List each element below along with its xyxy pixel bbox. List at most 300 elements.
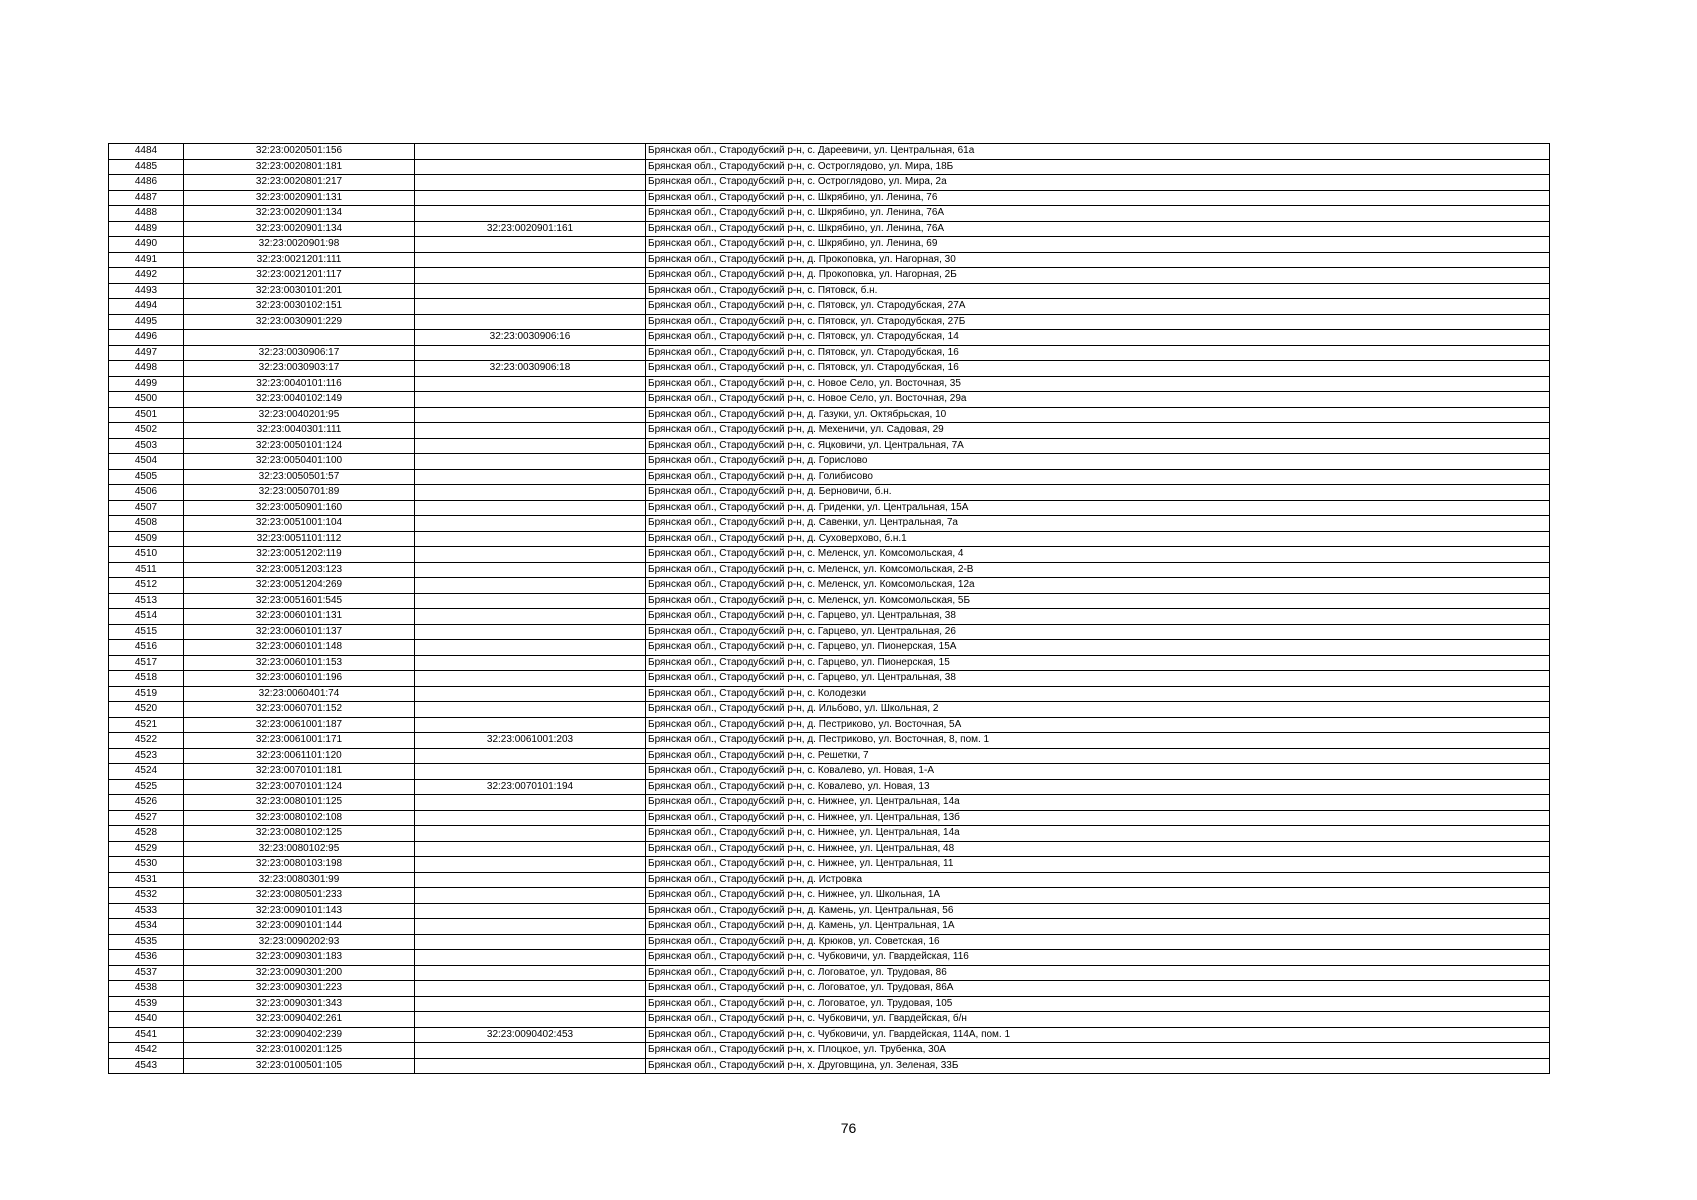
address-cell: Брянская обл., Стародубский р-н, с. Меленск, ул. Комсомольская, 5Б <box>646 593 1550 609</box>
row-number-cell: 4500 <box>109 392 184 408</box>
table-row <box>109 190 1550 206</box>
cadastral-number-cell: 32:23:0070101:181 <box>184 764 415 780</box>
row-number-cell: 4537 <box>109 965 184 981</box>
cadastral-number-cell: 32:23:0080301:99 <box>184 872 415 888</box>
table-row <box>109 919 1550 935</box>
address-cell: Брянская обл., Стародубский р-н, с. Чубковичи, ул. Гвардейская, б/н <box>646 1012 1550 1028</box>
cadastral-number-cell: 32:23:0040102:149 <box>184 392 415 408</box>
cadastral-number-cell: 32:23:0060101:153 <box>184 655 415 671</box>
cadastral-number-cell: 32:23:0051001:104 <box>184 516 415 532</box>
address-cell: Брянская обл., Стародубский р-н, с. Меленск, ул. Комсомольская, 4 <box>646 547 1550 563</box>
cadastral-number-cell: 32:23:0020901:131 <box>184 190 415 206</box>
row-number-cell: 4532 <box>109 888 184 904</box>
table-row <box>109 345 1550 361</box>
related-cadastral-number-cell <box>415 252 646 268</box>
table-row <box>109 531 1550 547</box>
related-cadastral-number-cell <box>415 826 646 842</box>
row-number-cell: 4496 <box>109 330 184 346</box>
related-cadastral-number-cell <box>415 764 646 780</box>
table-row <box>109 376 1550 392</box>
table-row <box>109 299 1550 315</box>
row-number-cell: 4489 <box>109 221 184 237</box>
related-cadastral-number-cell <box>415 640 646 656</box>
row-number-cell: 4498 <box>109 361 184 377</box>
cadastral-number-cell: 32:23:0050401:100 <box>184 454 415 470</box>
address-cell: Брянская обл., Стародубский р-н, с. Чубковичи, ул. Гвардейская, 116 <box>646 950 1550 966</box>
row-number-cell: 4538 <box>109 981 184 997</box>
table-row <box>109 965 1550 981</box>
row-number-cell: 4499 <box>109 376 184 392</box>
table-row <box>109 950 1550 966</box>
cadastral-number-cell: 32:23:0020801:181 <box>184 159 415 175</box>
cadastral-number-cell: 32:23:0080102:125 <box>184 826 415 842</box>
related-cadastral-number-cell <box>415 314 646 330</box>
row-number-cell: 4527 <box>109 810 184 826</box>
cadastral-number-cell: 32:23:0050901:160 <box>184 500 415 516</box>
related-cadastral-number-cell <box>415 857 646 873</box>
related-cadastral-number-cell <box>415 702 646 718</box>
table-row <box>109 609 1550 625</box>
page-number: 76 <box>840 1120 857 1136</box>
cadastral-number-cell: 32:23:0060401:74 <box>184 686 415 702</box>
related-cadastral-number-cell <box>415 624 646 640</box>
table-row <box>109 516 1550 532</box>
address-cell: Брянская обл., Стародубский р-н, д. Крюков, ул. Советская, 16 <box>646 934 1550 950</box>
cadastral-number-cell: 32:23:0100201:125 <box>184 1043 415 1059</box>
row-number-cell: 4484 <box>109 144 184 160</box>
row-number-cell: 4506 <box>109 485 184 501</box>
row-number-cell: 4529 <box>109 841 184 857</box>
related-cadastral-number-cell <box>415 1043 646 1059</box>
cadastral-number-cell: 32:23:0060101:137 <box>184 624 415 640</box>
row-number-cell: 4494 <box>109 299 184 315</box>
row-number-cell: 4540 <box>109 1012 184 1028</box>
table-row <box>109 175 1550 191</box>
related-cadastral-number-cell <box>415 996 646 1012</box>
row-number-cell: 4539 <box>109 996 184 1012</box>
row-number-cell: 4495 <box>109 314 184 330</box>
cadastral-number-cell: 32:23:0040201:95 <box>184 407 415 423</box>
registry-table <box>108 143 1550 1074</box>
table-row <box>109 407 1550 423</box>
related-cadastral-number-cell <box>415 392 646 408</box>
related-cadastral-number-cell <box>415 190 646 206</box>
registry-table-body <box>109 144 1550 1074</box>
related-cadastral-number-cell <box>415 500 646 516</box>
table-row <box>109 330 1550 346</box>
address-cell: Брянская обл., Стародубский р-н, с. Колодезки <box>646 686 1550 702</box>
table-row <box>109 640 1550 656</box>
cadastral-number-cell: 32:23:0020801:217 <box>184 175 415 191</box>
address-cell: Брянская обл., Стародубский р-н, х. Друговщина, ул. Зеленая, 33Б <box>646 1058 1550 1074</box>
cadastral-number-cell: 32:23:0080501:233 <box>184 888 415 904</box>
address-cell: Брянская обл., Стародубский р-н, д. Пестриково, ул. Восточная, 8, пом. 1 <box>646 733 1550 749</box>
cadastral-number-cell: 32:23:0021201:117 <box>184 268 415 284</box>
address-cell: Брянская обл., Стародубский р-н, с. Шкрябино, ул. Ленина, 69 <box>646 237 1550 253</box>
row-number-cell: 4518 <box>109 671 184 687</box>
table-row <box>109 826 1550 842</box>
address-cell: Брянская обл., Стародубский р-н, с. Пятовск, ул. Стародубская, 16 <box>646 345 1550 361</box>
address-cell: Брянская обл., Стародубский р-н, д. Прокоповка, ул. Нагорная, 30 <box>646 252 1550 268</box>
related-cadastral-number-cell <box>415 485 646 501</box>
cadastral-number-cell: 32:23:0051101:112 <box>184 531 415 547</box>
table-row <box>109 485 1550 501</box>
cadastral-number-cell: 32:23:0090101:143 <box>184 903 415 919</box>
row-number-cell: 4541 <box>109 1027 184 1043</box>
table-row <box>109 717 1550 733</box>
cadastral-number-cell: 32:23:0061001:171 <box>184 733 415 749</box>
address-cell: Брянская обл., Стародубский р-н, с. Гарцево, ул. Центральная, 26 <box>646 624 1550 640</box>
row-number-cell: 4522 <box>109 733 184 749</box>
address-cell: Брянская обл., Стародубский р-н, д. Горислово <box>646 454 1550 470</box>
cadastral-number-cell: 32:23:0060101:148 <box>184 640 415 656</box>
table-row <box>109 779 1550 795</box>
address-cell: Брянская обл., Стародубский р-н, с. Пятовск, ул. Стародубская, 27Б <box>646 314 1550 330</box>
cadastral-number-cell: 32:23:0051202:119 <box>184 547 415 563</box>
related-cadastral-number-cell <box>415 345 646 361</box>
cadastral-number-cell: 32:23:0051203:123 <box>184 562 415 578</box>
row-number-cell: 4490 <box>109 237 184 253</box>
cadastral-number-cell: 32:23:0020901:98 <box>184 237 415 253</box>
row-number-cell: 4508 <box>109 516 184 532</box>
table-row <box>109 562 1550 578</box>
table-row <box>109 996 1550 1012</box>
cadastral-number-cell: 32:23:0060101:196 <box>184 671 415 687</box>
table-row <box>109 1012 1550 1028</box>
cadastral-number-cell: 32:23:0061101:120 <box>184 748 415 764</box>
table-row <box>109 903 1550 919</box>
row-number-cell: 4514 <box>109 609 184 625</box>
row-number-cell: 4509 <box>109 531 184 547</box>
cadastral-number-cell: 32:23:0090101:144 <box>184 919 415 935</box>
cadastral-number-cell: 32:23:0090202:93 <box>184 934 415 950</box>
address-cell: Брянская обл., Стародубский р-н, с. Пятовск, ул. Стародубская, 14 <box>646 330 1550 346</box>
table-row <box>109 655 1550 671</box>
row-number-cell: 4503 <box>109 438 184 454</box>
address-cell: Брянская обл., Стародубский р-н, с. Пятовск, ул. Стародубская, 27А <box>646 299 1550 315</box>
address-cell: Брянская обл., Стародубский р-н, д. Пестриково, ул. Восточная, 5А <box>646 717 1550 733</box>
related-cadastral-number-cell <box>415 159 646 175</box>
cadastral-number-cell: 32:23:0090301:200 <box>184 965 415 981</box>
address-cell: Брянская обл., Стародубский р-н, д. Савенки, ул. Центральная, 7а <box>646 516 1550 532</box>
address-cell: Брянская обл., Стародубский р-н, д. Прокоповка, ул. Нагорная, 2Б <box>646 268 1550 284</box>
address-cell: Брянская обл., Стародубский р-н, с. Меленск, ул. Комсомольская, 12а <box>646 578 1550 594</box>
related-cadastral-number-cell <box>415 531 646 547</box>
address-cell: Брянская обл., Стародубский р-н, с. Ковалево, ул. Новая, 13 <box>646 779 1550 795</box>
row-number-cell: 4515 <box>109 624 184 640</box>
address-cell: Брянская обл., Стародубский р-н, д. Истровка <box>646 872 1550 888</box>
related-cadastral-number-cell <box>415 516 646 532</box>
related-cadastral-number-cell <box>415 438 646 454</box>
address-cell: Брянская обл., Стародубский р-н, д. Голибисово <box>646 469 1550 485</box>
cadastral-number-cell: 32:23:0030101:201 <box>184 283 415 299</box>
related-cadastral-number-cell <box>415 872 646 888</box>
table-row <box>109 159 1550 175</box>
table-row <box>109 686 1550 702</box>
address-cell: Брянская обл., Стародубский р-н, с. Нижнее, ул. Центральная, 11 <box>646 857 1550 873</box>
row-number-cell: 4505 <box>109 469 184 485</box>
table-row <box>109 748 1550 764</box>
cadastral-number-cell: 32:23:0080102:108 <box>184 810 415 826</box>
table-row <box>109 283 1550 299</box>
address-cell: Брянская обл., Стародубский р-н, с. Новое Село, ул. Восточная, 35 <box>646 376 1550 392</box>
related-cadastral-number-cell <box>415 609 646 625</box>
address-cell: Брянская обл., Стародубский р-н, д. Мехеничи, ул. Садовая, 29 <box>646 423 1550 439</box>
address-cell: Брянская обл., Стародубский р-н, с. Нижнее, ул. Центральная, 14а <box>646 826 1550 842</box>
row-number-cell: 4507 <box>109 500 184 516</box>
address-cell: Брянская обл., Стародубский р-н, с. Гарцево, ул. Пионерская, 15А <box>646 640 1550 656</box>
related-cadastral-number-cell <box>415 903 646 919</box>
cadastral-number-cell: 32:23:0090402:261 <box>184 1012 415 1028</box>
row-number-cell: 4533 <box>109 903 184 919</box>
address-cell: Брянская обл., Стародубский р-н, с. Нижнее, ул. Школьная, 1А <box>646 888 1550 904</box>
related-cadastral-number-cell <box>415 268 646 284</box>
address-cell: Брянская обл., Стародубский р-н, с. Логоватое, ул. Трудовая, 86 <box>646 965 1550 981</box>
cadastral-number-cell: 32:23:0020901:134 <box>184 206 415 222</box>
address-cell: Брянская обл., Стародубский р-н, с. Гарцево, ул. Центральная, 38 <box>646 609 1550 625</box>
cadastral-number-cell: 32:23:0030901:229 <box>184 314 415 330</box>
row-number-cell: 4525 <box>109 779 184 795</box>
address-cell: Брянская обл., Стародубский р-н, с. Гарцево, ул. Центральная, 38 <box>646 671 1550 687</box>
related-cadastral-number-cell <box>415 206 646 222</box>
related-cadastral-number-cell <box>415 841 646 857</box>
cadastral-number-cell: 32:23:0030903:17 <box>184 361 415 377</box>
cadastral-number-cell: 32:23:0050101:124 <box>184 438 415 454</box>
table-row <box>109 206 1550 222</box>
table-row <box>109 1058 1550 1074</box>
table-row <box>109 268 1550 284</box>
address-cell: Брянская обл., Стародубский р-н, с. Шкрябино, ул. Ленина, 76 <box>646 190 1550 206</box>
table-row <box>109 469 1550 485</box>
address-cell: Брянская обл., Стародубский р-н, с. Ковалево, ул. Новая, 1-А <box>646 764 1550 780</box>
address-cell: Брянская обл., Стародубский р-н, с. Логоватое, ул. Трудовая, 86А <box>646 981 1550 997</box>
table-row <box>109 221 1550 237</box>
row-number-cell: 4487 <box>109 190 184 206</box>
table-row <box>109 888 1550 904</box>
address-cell: Брянская обл., Стародубский р-н, с. Меленск, ул. Комсомольская, 2-В <box>646 562 1550 578</box>
related-cadastral-number-cell <box>415 376 646 392</box>
cadastral-number-cell: 32:23:0030906:17 <box>184 345 415 361</box>
cadastral-number-cell: 32:23:0090402:239 <box>184 1027 415 1043</box>
address-cell: Брянская обл., Стародубский р-н, д. Ильбово, ул. Школьная, 2 <box>646 702 1550 718</box>
row-number-cell: 4543 <box>109 1058 184 1074</box>
row-number-cell: 4517 <box>109 655 184 671</box>
related-cadastral-number-cell <box>415 748 646 764</box>
related-cadastral-number-cell <box>415 1058 646 1074</box>
address-cell: Брянская обл., Стародубский р-н, с. Остроглядово, ул. Мира, 18Б <box>646 159 1550 175</box>
related-cadastral-number-cell <box>415 144 646 160</box>
table-row <box>109 547 1550 563</box>
related-cadastral-number-cell <box>415 469 646 485</box>
address-cell: Брянская обл., Стародубский р-н, д. Камень, ул. Центральная, 56 <box>646 903 1550 919</box>
address-cell: Брянская обл., Стародубский р-н, с. Яцковичи, ул. Центральная, 7А <box>646 438 1550 454</box>
cadastral-number-cell: 32:23:0090301:343 <box>184 996 415 1012</box>
related-cadastral-number-cell <box>415 175 646 191</box>
cadastral-number-cell: 32:23:0060701:152 <box>184 702 415 718</box>
address-cell: Брянская обл., Стародубский р-н, с. Пятовск, б.н. <box>646 283 1550 299</box>
related-cadastral-number-cell <box>415 888 646 904</box>
table-row <box>109 764 1550 780</box>
related-cadastral-number-cell <box>415 981 646 997</box>
row-number-cell: 4528 <box>109 826 184 842</box>
table-row <box>109 144 1550 160</box>
related-cadastral-number-cell <box>415 810 646 826</box>
address-cell: Брянская обл., Стародубский р-н, с. Шкрябино, ул. Ленина, 76А <box>646 206 1550 222</box>
row-number-cell: 4502 <box>109 423 184 439</box>
cadastral-number-cell: 32:23:0040101:116 <box>184 376 415 392</box>
cadastral-number-cell: 32:23:0050501:57 <box>184 469 415 485</box>
table-row <box>109 671 1550 687</box>
table-row <box>109 237 1550 253</box>
address-cell: Брянская обл., Стародубский р-н, с. Пятовск, ул. Стародубская, 16 <box>646 361 1550 377</box>
cadastral-number-cell: 32:23:0021201:111 <box>184 252 415 268</box>
row-number-cell: 4497 <box>109 345 184 361</box>
related-cadastral-number-cell <box>415 934 646 950</box>
row-number-cell: 4524 <box>109 764 184 780</box>
cadastral-number-cell: 32:23:0090301:183 <box>184 950 415 966</box>
row-number-cell: 4521 <box>109 717 184 733</box>
row-number-cell: 4526 <box>109 795 184 811</box>
table-row <box>109 795 1550 811</box>
related-cadastral-number-cell <box>415 562 646 578</box>
row-number-cell: 4485 <box>109 159 184 175</box>
related-cadastral-number-cell <box>415 578 646 594</box>
row-number-cell: 4511 <box>109 562 184 578</box>
row-number-cell: 4493 <box>109 283 184 299</box>
row-number-cell: 4520 <box>109 702 184 718</box>
table-row <box>109 314 1550 330</box>
table-row <box>109 624 1550 640</box>
cadastral-number-cell: 32:23:0080102:95 <box>184 841 415 857</box>
table-row <box>109 578 1550 594</box>
cadastral-number-cell: 32:23:0020501:156 <box>184 144 415 160</box>
cadastral-number-cell: 32:23:0050701:89 <box>184 485 415 501</box>
related-cadastral-number-cell: 32:23:0030906:16 <box>415 330 646 346</box>
address-cell: Брянская обл., Стародубский р-н, с. Новое Село, ул. Восточная, 29а <box>646 392 1550 408</box>
cadastral-number-cell: 32:23:0020901:134 <box>184 221 415 237</box>
table-row <box>109 934 1550 950</box>
related-cadastral-number-cell <box>415 671 646 687</box>
related-cadastral-number-cell <box>415 407 646 423</box>
address-cell: Брянская обл., Стародубский р-н, д. Берновичи, б.н. <box>646 485 1550 501</box>
address-cell: Брянская обл., Стародубский р-н, с. Чубковичи, ул. Гвардейская, 114А, пом. 1 <box>646 1027 1550 1043</box>
row-number-cell: 4492 <box>109 268 184 284</box>
address-cell: Брянская обл., Стародубский р-н, с. Дареевичи, ул. Центральная, 61а <box>646 144 1550 160</box>
row-number-cell: 4491 <box>109 252 184 268</box>
table-row <box>109 500 1550 516</box>
table-row <box>109 1027 1550 1043</box>
address-cell: Брянская обл., Стародубский р-н, д. Камень, ул. Центральная, 1А <box>646 919 1550 935</box>
address-cell: Брянская обл., Стародубский р-н, с. Остроглядово, ул. Мира, 2а <box>646 175 1550 191</box>
related-cadastral-number-cell <box>415 655 646 671</box>
row-number-cell: 4535 <box>109 934 184 950</box>
related-cadastral-number-cell <box>415 423 646 439</box>
related-cadastral-number-cell <box>415 965 646 981</box>
related-cadastral-number-cell <box>415 795 646 811</box>
cadastral-number-cell: 32:23:0070101:124 <box>184 779 415 795</box>
table-row <box>109 454 1550 470</box>
address-cell: Брянская обл., Стародубский р-н, с. Нижнее, ул. Центральная, 14а <box>646 795 1550 811</box>
related-cadastral-number-cell: 32:23:0030906:18 <box>415 361 646 377</box>
row-number-cell: 4523 <box>109 748 184 764</box>
row-number-cell: 4510 <box>109 547 184 563</box>
cadastral-number-cell: 32:23:0051601:545 <box>184 593 415 609</box>
row-number-cell: 4534 <box>109 919 184 935</box>
address-cell: Брянская обл., Стародубский р-н, с. Гарцево, ул. Пионерская, 15 <box>646 655 1550 671</box>
table-row <box>109 361 1550 377</box>
cadastral-number-cell: 32:23:0030102:151 <box>184 299 415 315</box>
table-row <box>109 810 1550 826</box>
related-cadastral-number-cell <box>415 1012 646 1028</box>
related-cadastral-number-cell: 32:23:0020901:161 <box>415 221 646 237</box>
row-number-cell: 4516 <box>109 640 184 656</box>
table-row <box>109 252 1550 268</box>
related-cadastral-number-cell: 32:23:0090402:453 <box>415 1027 646 1043</box>
address-cell: Брянская обл., Стародубский р-н, д. Газуки, ул. Октябрьская, 10 <box>646 407 1550 423</box>
cadastral-number-cell: 32:23:0051204:269 <box>184 578 415 594</box>
table-row <box>109 841 1550 857</box>
address-cell: Брянская обл., Стародубский р-н, д. Суховерхово, б.н.1 <box>646 531 1550 547</box>
row-number-cell: 4542 <box>109 1043 184 1059</box>
related-cadastral-number-cell <box>415 237 646 253</box>
related-cadastral-number-cell <box>415 950 646 966</box>
related-cadastral-number-cell <box>415 299 646 315</box>
row-number-cell: 4536 <box>109 950 184 966</box>
row-number-cell: 4531 <box>109 872 184 888</box>
cadastral-number-cell <box>184 330 415 346</box>
cadastral-number-cell: 32:23:0061001:187 <box>184 717 415 733</box>
row-number-cell: 4504 <box>109 454 184 470</box>
row-number-cell: 4501 <box>109 407 184 423</box>
related-cadastral-number-cell <box>415 686 646 702</box>
address-cell: Брянская обл., Стародубский р-н, д. Гриденки, ул. Центральная, 15А <box>646 500 1550 516</box>
related-cadastral-number-cell <box>415 283 646 299</box>
row-number-cell: 4530 <box>109 857 184 873</box>
cadastral-number-cell: 32:23:0060101:131 <box>184 609 415 625</box>
table-row <box>109 423 1550 439</box>
table-row <box>109 702 1550 718</box>
related-cadastral-number-cell <box>415 919 646 935</box>
address-cell: Брянская обл., Стародубский р-н, с. Нижнее, ул. Центральная, 48 <box>646 841 1550 857</box>
table-row <box>109 392 1550 408</box>
related-cadastral-number-cell <box>415 454 646 470</box>
cadastral-number-cell: 32:23:0080103:198 <box>184 857 415 873</box>
table-row <box>109 593 1550 609</box>
related-cadastral-number-cell <box>415 717 646 733</box>
cadastral-number-cell: 32:23:0090301:223 <box>184 981 415 997</box>
related-cadastral-number-cell <box>415 593 646 609</box>
address-cell: Брянская обл., Стародубский р-н, с. Шкрябино, ул. Ленина, 76А <box>646 221 1550 237</box>
table-row <box>109 1043 1550 1059</box>
row-number-cell: 4512 <box>109 578 184 594</box>
row-number-cell: 4486 <box>109 175 184 191</box>
address-cell: Брянская обл., Стародубский р-н, с. Нижнее, ул. Центральная, 13б <box>646 810 1550 826</box>
row-number-cell: 4488 <box>109 206 184 222</box>
table-row <box>109 981 1550 997</box>
row-number-cell: 4519 <box>109 686 184 702</box>
related-cadastral-number-cell: 32:23:0061001:203 <box>415 733 646 749</box>
table-row <box>109 857 1550 873</box>
cadastral-number-cell: 32:23:0040301:111 <box>184 423 415 439</box>
related-cadastral-number-cell <box>415 547 646 563</box>
address-cell: Брянская обл., Стародубский р-н, х. Плоцкое, ул. Трубенка, 30А <box>646 1043 1550 1059</box>
related-cadastral-number-cell: 32:23:0070101:194 <box>415 779 646 795</box>
address-cell: Брянская обл., Стародубский р-н, с. Логоватое, ул. Трудовая, 105 <box>646 996 1550 1012</box>
address-cell: Брянская обл., Стародубский р-н, с. Решетки, 7 <box>646 748 1550 764</box>
cadastral-number-cell: 32:23:0080101:125 <box>184 795 415 811</box>
table-row <box>109 438 1550 454</box>
table-row <box>109 872 1550 888</box>
